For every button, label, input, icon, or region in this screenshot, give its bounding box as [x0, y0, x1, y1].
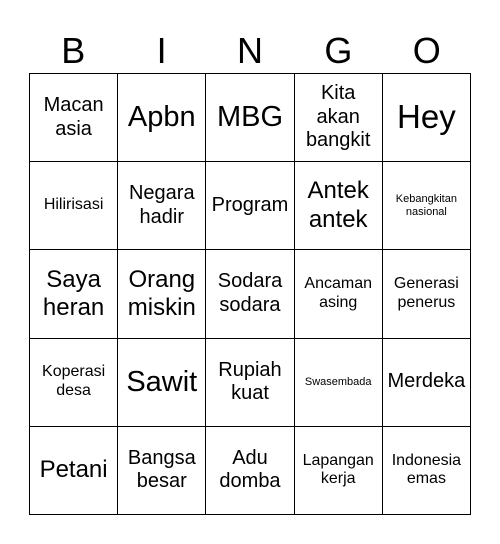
header-letter-o: O [412, 30, 441, 71]
bingo-cell[interactable]: Orang miskin [118, 250, 206, 338]
bingo-cell[interactable]: Adu domba [206, 427, 294, 515]
bingo-cell[interactable]: Indonesia emas [383, 427, 471, 515]
bingo-cell[interactable]: MBG [206, 74, 294, 162]
bingo-cell[interactable]: Kita akan bangkit [295, 74, 383, 162]
bingo-board [29, 73, 471, 515]
bingo-cell[interactable]: Program [206, 162, 294, 250]
header-letter-i: I [156, 30, 167, 71]
bingo-cell[interactable]: Bangsa besar [118, 427, 206, 515]
bingo-cell[interactable]: Merdeka [383, 339, 471, 427]
bingo-cell[interactable]: Koperasi desa [30, 339, 118, 427]
bingo-cell[interactable]: Kebangkitan nasional [383, 162, 471, 250]
bingo-cell[interactable]: Sawit [118, 339, 206, 427]
bingo-cell[interactable]: Generasi penerus [383, 250, 471, 338]
header-letter-g: G [324, 30, 353, 71]
bingo-cell[interactable]: Saya heran [30, 250, 118, 338]
bingo-cell[interactable]: Hey [383, 74, 471, 162]
bingo-cell[interactable]: Swasembada [295, 339, 383, 427]
header-letter-n: N [236, 30, 263, 71]
bingo-cell[interactable]: Ancaman asing [295, 250, 383, 338]
bingo-cell[interactable]: Negara hadir [118, 162, 206, 250]
bingo-cell[interactable]: Sodara sodara [206, 250, 294, 338]
header-letter-b: B [61, 30, 86, 71]
bingo-cell[interactable]: Rupiah kuat [206, 339, 294, 427]
bingo-cell[interactable]: Antek antek [295, 162, 383, 250]
bingo-cell[interactable]: Lapangan kerja [295, 427, 383, 515]
bingo-cell[interactable]: Petani [30, 427, 118, 515]
bingo-cell[interactable]: Hilirisasi [30, 162, 118, 250]
bingo-cell[interactable]: Apbn [118, 74, 206, 162]
bingo-header [29, 28, 471, 74]
bingo-cell[interactable]: Macan asia [30, 74, 118, 162]
